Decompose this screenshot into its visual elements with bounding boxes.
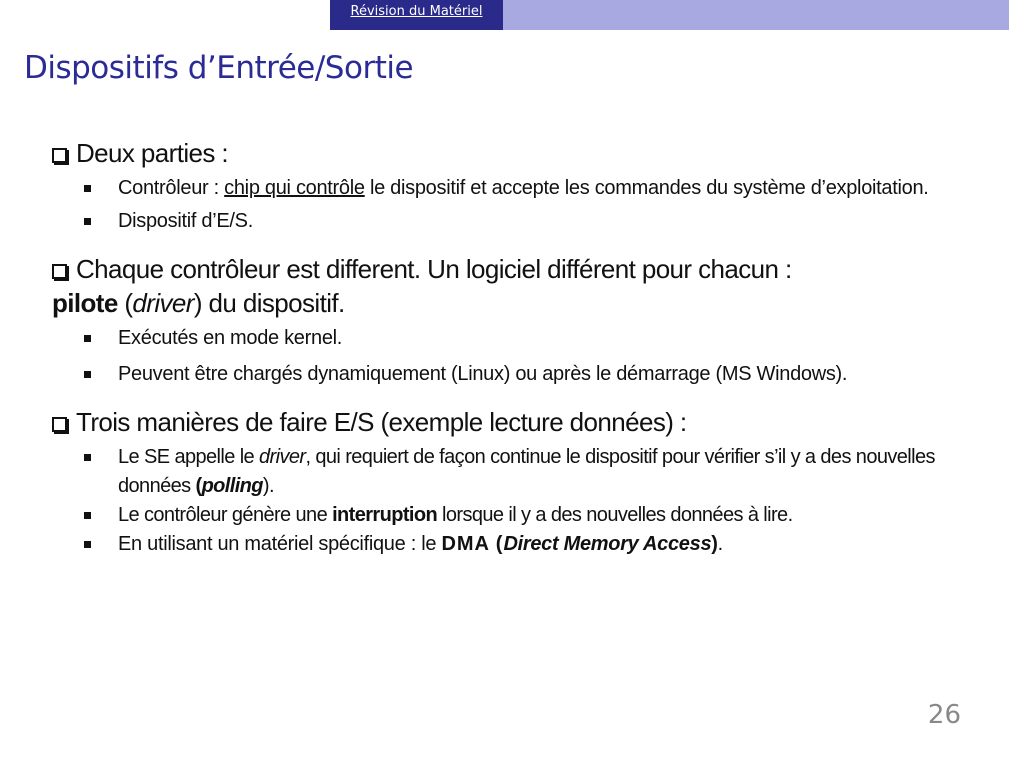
item-text: Contrôleur :	[118, 177, 225, 199]
header-bar-right	[503, 0, 1009, 30]
item-text: le dispositif et accepte les commandes du système d’exploitation.	[364, 177, 929, 199]
list-item	[52, 174, 962, 203]
heading-text: (	[117, 288, 133, 318]
item-bold-text: )	[711, 533, 718, 555]
checkbox-bullet-icon	[52, 417, 67, 432]
checkbox-bullet-icon	[52, 264, 67, 279]
item-text: En utilisant un matériel spécifique : le	[118, 533, 442, 555]
item-bold-text: (	[195, 475, 202, 497]
section-heading	[52, 405, 962, 439]
item-text: Le contrôleur génère une	[118, 504, 333, 526]
item-bold-text: DMA (	[441, 533, 504, 555]
section-trois-manieres	[52, 405, 962, 559]
bullet-list	[52, 174, 962, 236]
item-bold-italic-text: Direct Memory Access	[503, 533, 712, 555]
list-item	[52, 501, 962, 530]
heading-italic-text: driver	[132, 288, 194, 318]
header-bar-left	[0, 0, 330, 30]
bullet-list	[52, 443, 962, 559]
section-heading-text: Deux parties :	[76, 138, 229, 168]
item-text: ).	[262, 475, 274, 497]
bullet-list	[52, 324, 962, 389]
section-deux-parties	[52, 136, 962, 236]
item-bold-italic-text: polling	[201, 475, 263, 497]
item-italic-text: driver	[259, 446, 306, 468]
list-item	[52, 324, 962, 353]
slide-content	[52, 136, 962, 559]
section-heading	[52, 136, 962, 170]
checkbox-bullet-icon	[52, 148, 67, 163]
item-text: Exécutés en mode kernel.	[118, 327, 343, 349]
section-heading-text: Chaque contrôleur est different. Un logiciel différent pour chacun :	[76, 254, 792, 284]
slide-title: Dispositifs d’Entrée/Sortie	[24, 50, 414, 86]
section-link-revision[interactable]: Révision du Matériel	[350, 4, 483, 19]
item-bold-text: interruption	[332, 504, 438, 526]
item-text: lorsque il y a des nouvelles données à lire.	[437, 504, 793, 526]
item-text: Peuvent être chargés dynamiquement (Linux) ou après le démarrage (MS Windows).	[118, 363, 848, 385]
list-item	[52, 360, 962, 389]
list-item	[52, 207, 962, 236]
item-text: , qui requiert de façon continue le dispositif pour vérifier s’il y a des nouvelles données	[118, 446, 935, 497]
header-bar	[0, 0, 1009, 30]
heading-text: ) du dispositif.	[193, 288, 345, 318]
section-pilote	[52, 252, 962, 389]
item-text: .	[717, 533, 723, 555]
section-heading	[52, 252, 962, 320]
item-text: Le SE appelle le	[118, 446, 260, 468]
section-heading-text: Trois manières de faire E/S (exemple lecture données) :	[76, 407, 687, 437]
heading-bold-text: pilote	[52, 288, 118, 318]
page-number: 26	[927, 700, 961, 730]
item-underlined-text: chip qui contrôle	[224, 177, 365, 199]
item-text: Dispositif d’E/S.	[118, 210, 253, 232]
list-item	[52, 530, 962, 559]
list-item	[52, 443, 962, 501]
